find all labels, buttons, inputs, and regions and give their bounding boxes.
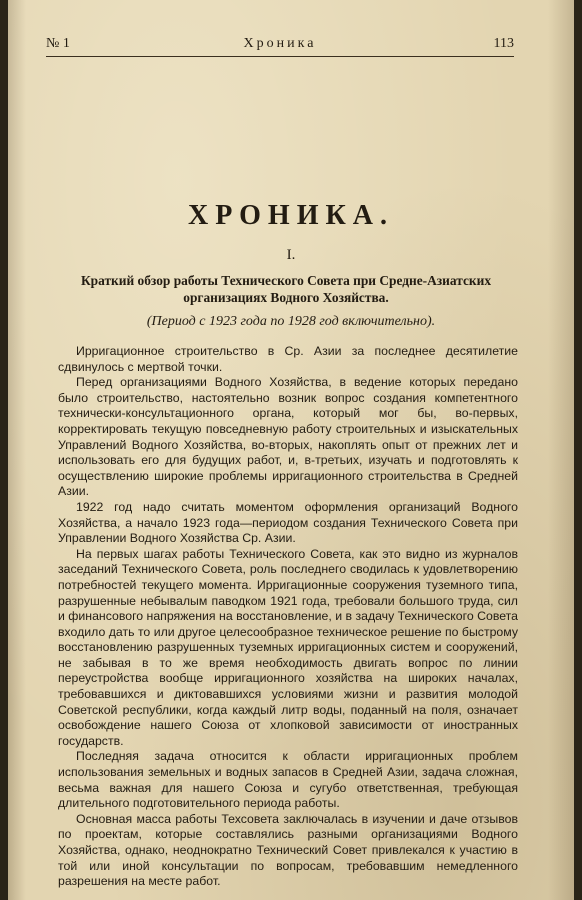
section-number: I. bbox=[286, 247, 296, 263]
running-header bbox=[46, 36, 514, 57]
issue-number: № 1 bbox=[46, 36, 70, 51]
running-section-title: Хроника bbox=[243, 36, 317, 51]
page-number: 113 bbox=[493, 36, 514, 51]
chapter-title: ХРОНИКА. bbox=[187, 200, 395, 231]
paragraph: На первых шагах работы Технического Совета, как это видно из журналов заседаний Технического Совета, роль последнего сводилась к удовлетворению потребностей текущего момента. Ирригационные сооружения туземного типа, разрушенные небывалым паводком 1921 года, требовали большого труда, сил и финансового напряжения на восстановление, и в задачу Технического Совета входило дать то или другое целесообразное техническое решение по быстрому восстановлению разрушенных туземных ирригационных систем и сооружений, не забывая в то же время необходимость двигать вопрос по линии переустройства вообще ирригационного хозяйства на широких началах, требовавшихся и диктовавшихся условиями жизни и развития молодой Советской республики, когда каждый литр воды, поданный на поля, означает освобождение нашего Союза от хлопковой зависимости от иностранных государств. bbox=[58, 546, 518, 748]
journal-page bbox=[8, 0, 574, 900]
paragraph: Последняя задача относится к области ирригационных проблем использования земельных и водных запасов в Средней Азии, задача сложная, весьма важная для нашего Союза и сугубо ответственная, требующая длительного подготовительного периода работы. bbox=[58, 749, 518, 811]
article-body bbox=[58, 344, 518, 890]
article-title: Краткий обзор работы Технического Совета при Средне-Азиатских организациях Водного Хозяйства. bbox=[80, 273, 492, 305]
paragraph: 1922 год надо считать моментом оформления организаций Водного Хозяйства, а начало 1923 года—периодом создания Технического Совета при Управлении Водного Хозяйства Ср. Азии. bbox=[58, 499, 518, 546]
paragraph: Ирригационное строительство в Ср. Азии за последнее десятилетие сдвинулось с мертвой точки. bbox=[58, 344, 518, 374]
paragraph: Перед организациями Водного Хозяйства, в ведение которых передано было строительство, настоятельно возник вопрос создания компетентного технически-консультационного органа, который мог бы, во-первых, корректировать текущую повседневную работу строительных и изыскательных Управлений Водного Хозяйства, во-вторых, накоплять опыт от прежних лет и использовать его для будущих работ, и, в-третьих, изучать и подготовлять к осуществлению широкие проблемы ирригационного строительства в Средней Азии. bbox=[58, 375, 518, 499]
period-subtitle: (Период с 1923 года по 1928 год включительно). bbox=[146, 314, 436, 329]
paragraph: Основная масса работы Техсовета заключалась в изучении и даче отзывов по проектам, которые составлялись разными организациями Водного Хозяйства, однако, неоднократно Технический Совет привлекался к участию в той или иной консультации по вопросам, требовавшим немедленного разрешения на месте работ. bbox=[58, 811, 518, 889]
